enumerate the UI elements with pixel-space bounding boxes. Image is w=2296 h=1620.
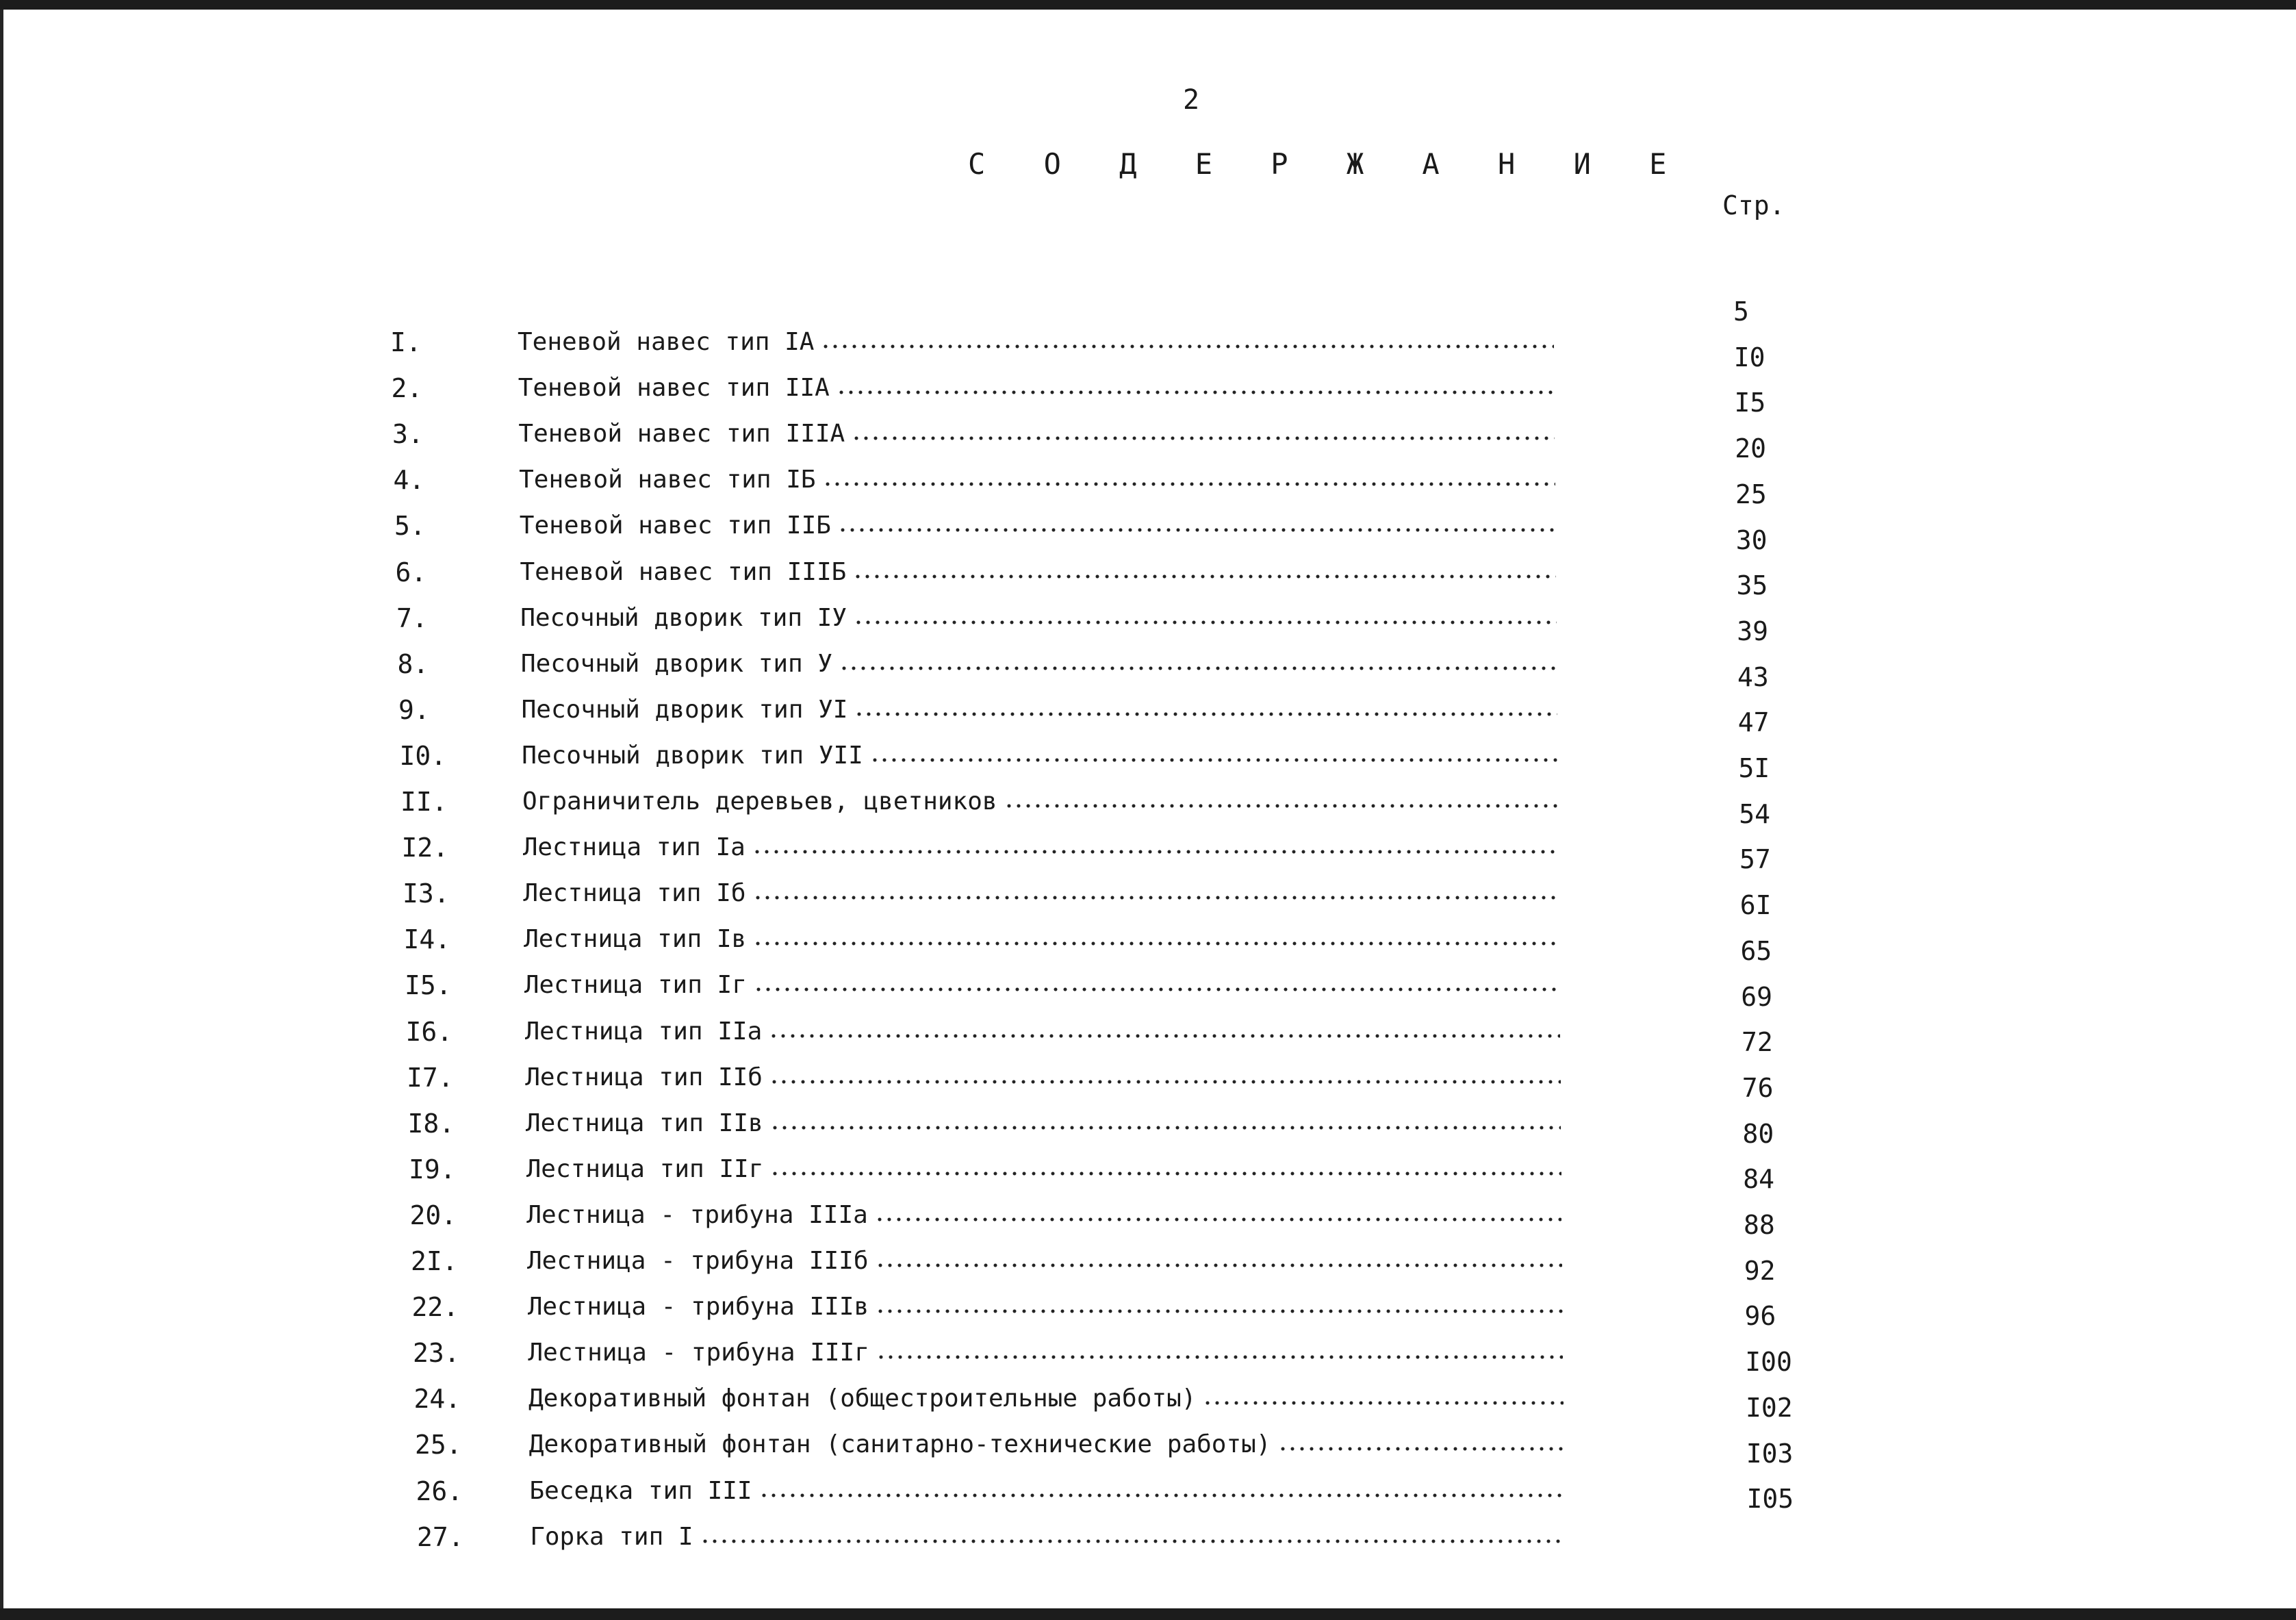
toc-entry-number: 2I. (411, 1246, 458, 1276)
toc-entry-number: I0. (399, 740, 447, 771)
toc-entry-page: 5 (1733, 296, 1749, 327)
toc-entry-page: 72 (1742, 1027, 1773, 1058)
toc-entry-number: 4. (393, 465, 425, 496)
toc-entry-page: 76 (1742, 1072, 1774, 1103)
toc-entry-page: I5 (1734, 388, 1766, 418)
toc-entry-number: II. (400, 787, 448, 817)
dot-leader (838, 528, 1555, 532)
toc-entry-title: Песочный дворик тип IУ (520, 603, 847, 632)
dot-leader (875, 1217, 1562, 1222)
toc-entry-title: Лестница - трибуна IIIб (527, 1247, 869, 1275)
toc-entry-title-line (529, 1424, 1564, 1465)
toc-entry-number: 22. (411, 1292, 459, 1323)
toc-entry-page: 30 (1735, 524, 1768, 555)
dot-leader (823, 482, 1555, 486)
toc-entry-title: Лестница тип Iв (524, 925, 747, 954)
dot-leader (870, 758, 1558, 762)
toc-entry-page: 65 (1740, 935, 1772, 966)
toc-entry-number: 24. (413, 1384, 461, 1415)
toc-entry-page: 88 (1744, 1210, 1775, 1240)
dot-leader (876, 1263, 1563, 1267)
toc-entry-title-line (530, 1471, 1565, 1512)
toc-entry-page: 6I (1739, 890, 1772, 921)
toc-entry-page: I02 (1746, 1392, 1793, 1423)
toc-entry-title-line (524, 965, 1560, 1006)
toc-entry-number: I. (390, 327, 422, 357)
toc-entry-title-line (522, 689, 1557, 731)
toc-entry-number: 9. (398, 694, 430, 725)
toc-entry-page: 96 (1744, 1301, 1776, 1332)
toc-entry-title: Теневой навес тип IIIА (518, 420, 845, 448)
toc-entry-number: 3. (392, 419, 424, 450)
toc-entry-number: 8. (397, 648, 429, 679)
toc-entry-number: 23. (413, 1338, 460, 1369)
toc-entry-title: Лестница тип Iб (523, 879, 746, 908)
toc-entry-title: Беседка тип III (529, 1476, 752, 1505)
toc-entry-number: 26. (416, 1476, 463, 1506)
toc-entry-page: 84 (1743, 1164, 1775, 1195)
toc-entry-title-line (528, 1287, 1563, 1328)
toc-entry-title-line (528, 1332, 1563, 1374)
toc-entry-title: Лестница - трибуна IIIв (527, 1293, 869, 1321)
toc-entry-page: I00 (1745, 1347, 1792, 1378)
dot-leader (759, 1493, 1564, 1497)
dot-leader (854, 712, 1557, 716)
dot-leader (821, 344, 1554, 349)
toc-entry-number: I8. (407, 1108, 455, 1139)
toc-entry-page: I0 (1733, 342, 1765, 372)
toc-entry-title-line (521, 644, 1557, 685)
toc-entry-title-line (520, 505, 1556, 546)
toc-entry-title: Лестница - трибуна IIIа (526, 1200, 868, 1229)
toc-entry-title: Лестница тип IIб (525, 1063, 763, 1091)
page-column-header: Стр. (1722, 190, 1785, 220)
toc-entry-number: I3. (403, 878, 450, 909)
toc-entry-page: 39 (1737, 616, 1769, 646)
toc-entry-number: I5. (405, 970, 452, 1001)
toc-entry-page: 69 (1741, 981, 1773, 1012)
dot-leader (837, 390, 1555, 394)
toc-entry-title-line (520, 552, 1557, 593)
toc-entry-title: Теневой навес тип IIБ (519, 511, 831, 540)
toc-entry-title: Песочный дворик тип У (520, 649, 833, 678)
toc-entry-page: 35 (1736, 570, 1768, 601)
dot-leader (852, 436, 1555, 440)
toc-entry-page: 5I (1738, 753, 1770, 783)
dot-leader (753, 941, 1559, 946)
dot-leader (876, 1309, 1562, 1313)
toc-entry-number: 25. (415, 1430, 462, 1460)
toc-entry-title: Ограничитель деревьев, цветников (522, 787, 997, 815)
toc-entry-title: Декоративный фонтан (общестроительные работы) (528, 1384, 1197, 1413)
toc-entry-page: 57 (1739, 844, 1771, 875)
dot-leader (769, 1080, 1561, 1084)
toc-entry-title-line (525, 1057, 1560, 1098)
toc-entry-title-line (522, 781, 1558, 822)
toc-entry-title: Лестница тип Iа (522, 833, 745, 862)
dot-leader (854, 620, 1557, 624)
toc-entry-number: 6. (395, 557, 427, 587)
toc-entry-title-line (526, 1103, 1561, 1144)
dot-leader (876, 1355, 1563, 1359)
page-title: С О Д Е Р Ж А Н И Е (968, 147, 1687, 181)
toc-entry-title-line (520, 598, 1556, 639)
toc-entry-title-line (525, 1011, 1561, 1052)
toc-entry-number: 27. (417, 1521, 464, 1552)
dot-leader (753, 896, 1559, 900)
toc-entry-page: 25 (1735, 479, 1767, 509)
toc-entry-title-line (518, 414, 1555, 455)
toc-entry-title: Декоративный фонтан (санитарно-технические работы) (528, 1430, 1271, 1459)
toc-entry-number: I7. (407, 1062, 454, 1093)
toc-entry-number: 7. (396, 603, 428, 633)
toc-entry-title-line (518, 368, 1555, 409)
toc-entry-title: Теневой навес тип IIIБ (520, 557, 847, 586)
toc-entry-page: 92 (1744, 1255, 1776, 1286)
toc-entry-page: 47 (1737, 707, 1770, 738)
toc-entry-page: 80 (1742, 1118, 1774, 1149)
toc-entry-title-line (526, 1149, 1561, 1190)
dot-leader (700, 1539, 1565, 1543)
toc-entry-title-line (527, 1241, 1562, 1282)
dot-leader (769, 1034, 1560, 1038)
toc-entry-title: Теневой навес тип IIА (518, 374, 830, 403)
toc-entry-title-line (530, 1517, 1564, 1558)
toc-entry-title-line (528, 1378, 1564, 1419)
toc-entry-number: I6. (405, 1016, 453, 1047)
page-number: 2 (1183, 84, 1200, 116)
toc-entry-title-line (518, 322, 1554, 363)
toc-entry-page: I03 (1746, 1438, 1794, 1469)
toc-entry-title: Лестница тип IIа (524, 1017, 763, 1046)
toc-entry-title: Лестница тип Iг (524, 971, 747, 1000)
toc-entry-number: 20. (409, 1200, 457, 1230)
dot-leader (1203, 1401, 1563, 1405)
toc-entry-title-line (526, 1195, 1561, 1236)
dot-leader (752, 850, 1559, 854)
toc-entry-title: Теневой навес тип IБ (519, 466, 816, 494)
dot-leader (754, 987, 1559, 991)
dot-leader (770, 1126, 1561, 1130)
dot-leader (770, 1172, 1561, 1176)
toc-entry-title: Песочный дворик тип УI (521, 695, 848, 724)
toc-entry-page: 43 (1737, 661, 1769, 692)
toc-entry-title-line (524, 919, 1559, 960)
toc-entry-page: I05 (1746, 1484, 1794, 1515)
toc-entry-title-line (522, 735, 1557, 776)
dot-leader (853, 574, 1556, 579)
toc-entry-number: I9. (409, 1154, 456, 1185)
toc-entry-page: 20 (1735, 433, 1767, 464)
toc-entry-number: I4. (403, 924, 451, 955)
toc-entry-title: Лестница тип IIв (525, 1109, 763, 1137)
toc-entry-title: Горка тип I (530, 1522, 693, 1551)
toc-entry-title: Песочный дворик тип УII (522, 741, 863, 770)
toc-entry-title-line (523, 873, 1559, 914)
toc-entry-title-line (519, 459, 1555, 501)
toc-entry-title: Теневой навес тип IА (518, 328, 815, 356)
toc-entry-number: 5. (394, 511, 426, 542)
dot-leader (839, 666, 1557, 670)
toc-entry-number: 2. (391, 373, 423, 404)
toc-entry-title-line (523, 827, 1559, 868)
toc-entry-page: 54 (1739, 798, 1771, 829)
dot-leader (1278, 1447, 1564, 1451)
toc-entry-title: Лестница - трибуна IIIг (528, 1339, 869, 1367)
toc-entry-title: Лестница тип IIг (526, 1154, 764, 1183)
toc-entry-number: I2. (401, 833, 449, 863)
dot-leader (1004, 804, 1558, 808)
